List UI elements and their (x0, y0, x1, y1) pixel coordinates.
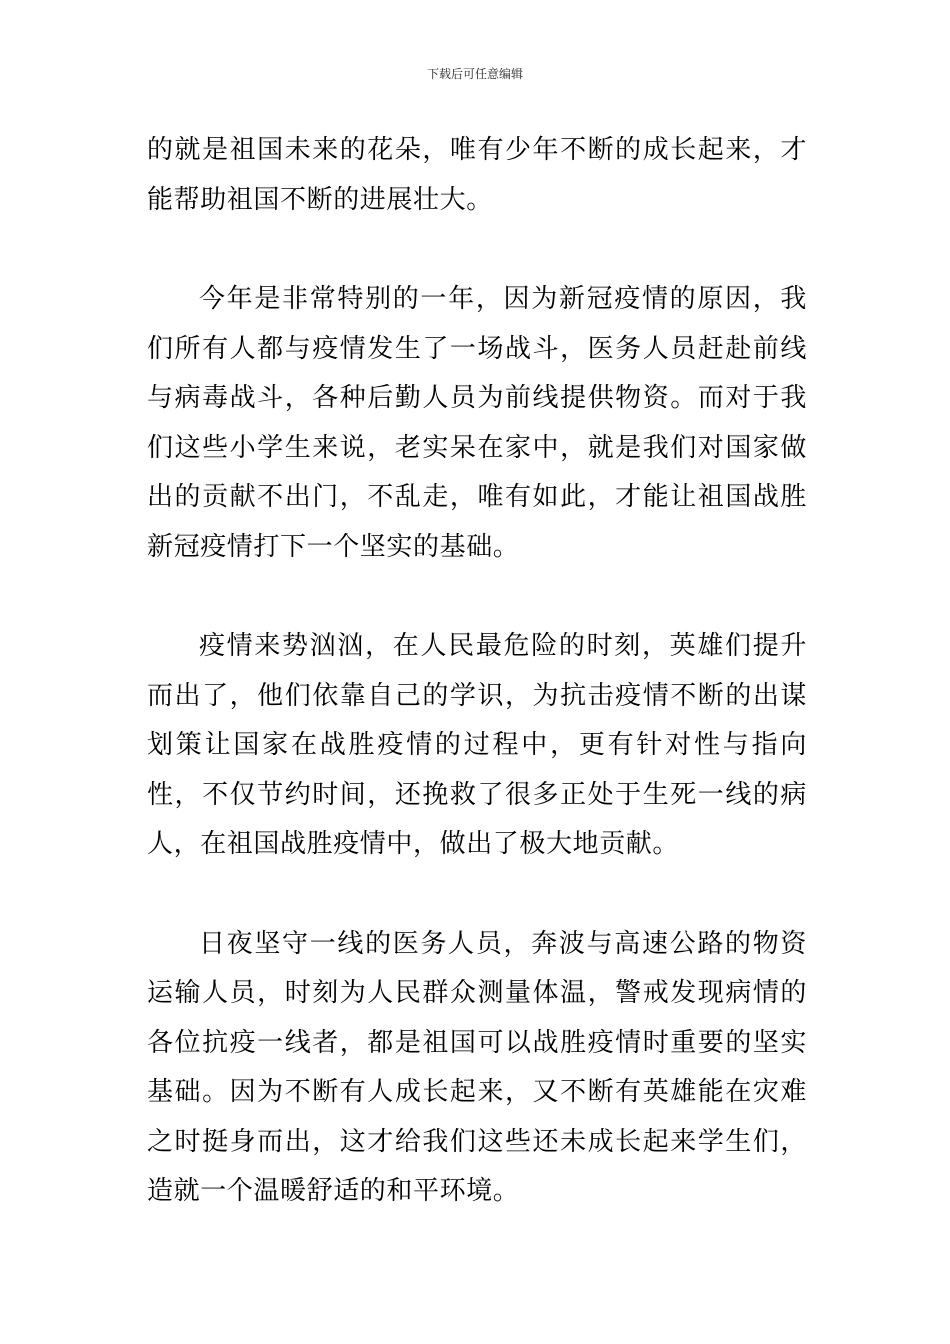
document-body (147, 126, 807, 1217)
paragraph-3: 疫情来势汹汹，在人民最危险的时刻，英雄们提升而出了，他们依靠自己的学识，为抗击疫情不断的出谋划策让国家在战胜疫情的过程中，更有针对性与指向性，不仅节约时间，还挽救了很多正处于生死一线的病人，在祖国战胜疫情中，做出了极大地贡献。 (147, 631, 807, 859)
page-header-note: 下载后可任意编辑 (426, 67, 523, 81)
paragraph-2: 今年是非常特别的一年，因为新冠疫情的原因，我们所有人都与疫情发生了一场战斗，医务人员赶赴前线与病毒战斗，各种后勤人员为前线提供物资。而对于我们这些小学生来说，老实呆在家中，就是我们对国家做出的贡献不出门，不乱走，唯有如此，才能让祖国战胜新冠疫情打下一个坚实的基础。 (147, 284, 807, 562)
paragraph-1: 的就是祖国未来的花朵，唯有少年不断的成长起来，才能帮助祖国不断的进展壮大。 (147, 135, 807, 215)
paragraph-4: 日夜坚守一线的医务人员，奔波与高速公路的物资运输人员，时刻为人民群众测量体温，警戒发现病情的各位抗疫一线者，都是祖国可以战胜疫情时重要的坚实基础。因为不断有人成长起来，又不断有英雄能在灾难之时挺身而出，这才给我们这些还未成长起来学生们，造就一个温暖舒适的和平环境。 (147, 928, 807, 1206)
